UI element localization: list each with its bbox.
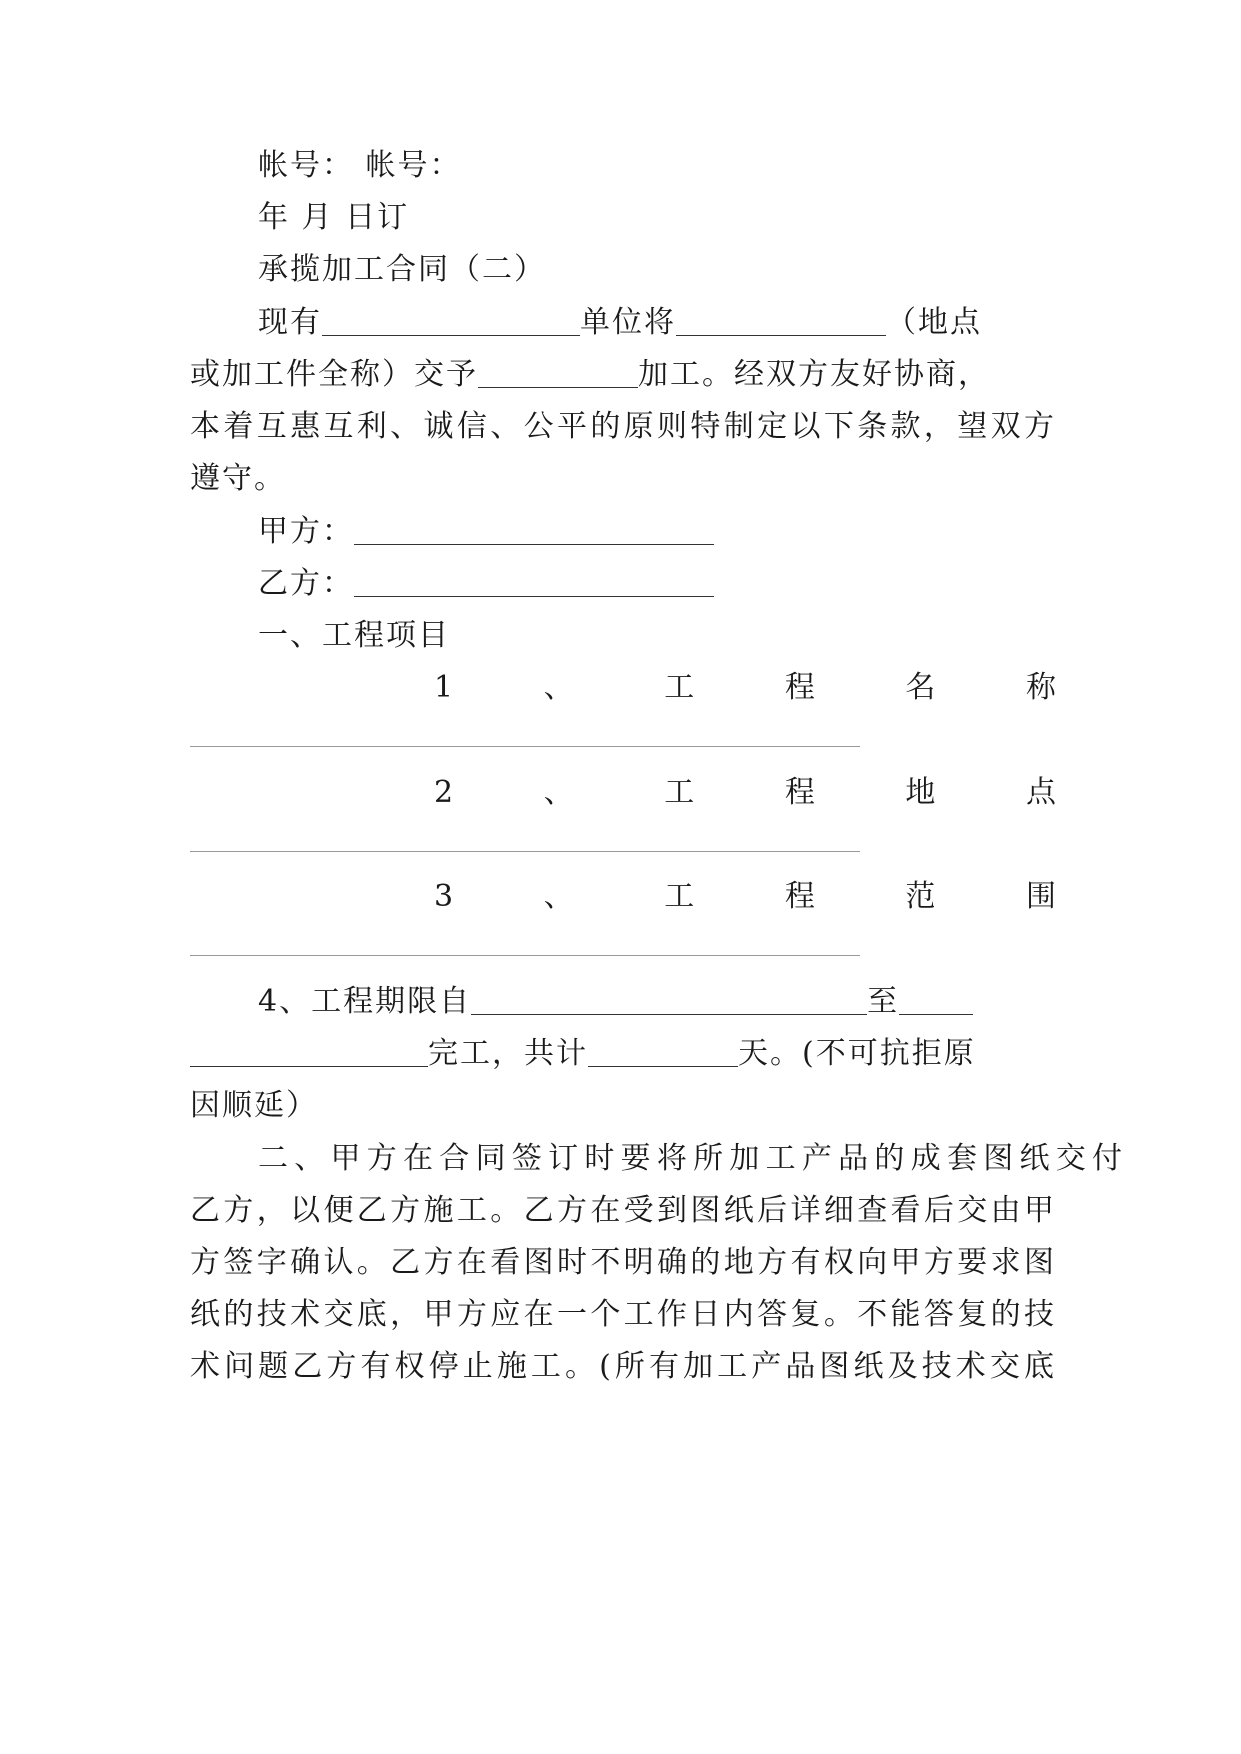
intro-line-2: 或加工件全称）交予 加工。经双方友好协商，	[190, 357, 990, 392]
section-2-line-4: 纸的技术交底，甲方应在一个工作日内答复。不能答复的技	[190, 1297, 1056, 1332]
blank-project-name	[190, 746, 860, 747]
blank-end-date	[899, 984, 973, 1015]
item-1-project-name: 1 、 工 程 名 称	[434, 670, 1056, 705]
item-2-project-location: 2 、 工 程 地 点	[434, 775, 1056, 810]
term-line-2: 完工，共计 天。(不可抗拒原	[190, 1034, 1056, 1074]
account-line: 帐号： 帐号：	[258, 148, 462, 183]
term-line-1: 4、工程期限自 至	[190, 982, 1124, 1022]
blank-project-scope	[190, 955, 860, 956]
blank-unit	[322, 305, 580, 336]
blank-processor	[478, 357, 638, 388]
blank-start-date	[471, 984, 867, 1015]
party-a-line: 甲方：	[190, 512, 1124, 552]
intro-line-1: 现有 单位将 （地点	[258, 305, 982, 340]
section-2-line-2: 乙方，以便乙方施工。乙方在受到图纸后详细查看后交由甲	[190, 1193, 1056, 1228]
blank-total-days	[588, 1036, 738, 1067]
blank-party-b	[354, 566, 714, 597]
contract-title: 承揽加工合同（二）	[258, 252, 546, 287]
blank-location	[676, 305, 886, 336]
blank-end-date-cont	[190, 1036, 428, 1067]
intro-line-4: 遵守。	[190, 461, 286, 496]
item-3-project-scope: 3 、 工 程 范 围	[434, 879, 1056, 914]
intro-line-3: 本着互惠互利、诚信、公平的原则特制定以下条款，望双方	[190, 409, 1056, 444]
party-b-line: 乙方：	[190, 564, 1124, 604]
date-line: 年 月 日订	[258, 200, 410, 235]
blank-party-a	[354, 514, 714, 545]
section-2-line-3: 方签字确认。乙方在看图时不明确的地方有权向甲方要求图	[190, 1245, 1056, 1280]
term-line-3: 因顺延）	[190, 1088, 318, 1123]
section-2-line-1: 二、甲方在合同签订时要将所加工产品的成套图纸交付	[258, 1141, 1124, 1176]
section-2-line-5: 术问题乙方有权停止施工。(所有加工产品图纸及技术交底	[190, 1349, 1056, 1384]
section-1-heading: 一、工程项目	[258, 618, 450, 653]
blank-project-location	[190, 851, 860, 852]
document-page	[190, 0, 1124, 1754]
